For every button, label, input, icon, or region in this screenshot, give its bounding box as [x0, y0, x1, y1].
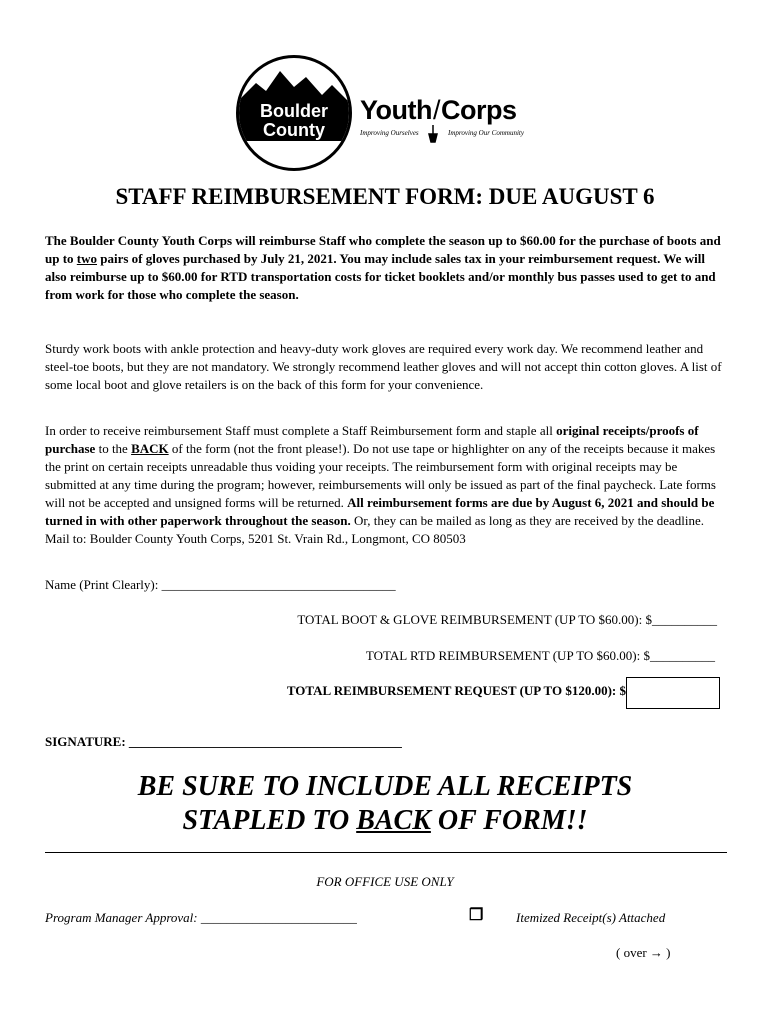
- brand-corps: Corps: [441, 95, 517, 125]
- banner-line2-c: OF FORM!!: [430, 805, 588, 836]
- banner-line2-a: STAPLED TO: [182, 805, 357, 836]
- intro-part1: The Boulder County Youth Corps will reimburse Staff who complete the season up to $60.00 for the purchase of boots and up to: [45, 233, 721, 266]
- p3-part2: to the: [95, 441, 132, 456]
- intro-paragraph: [45, 232, 725, 304]
- divider: [45, 852, 727, 853]
- request-total-label: TOTAL REIMBURSEMENT REQUEST (UP TO $120.00): $: [286, 683, 626, 698]
- tagline-right: Improving Our Community: [448, 129, 524, 137]
- p3-bold1: original receipts/proofs of purchase: [45, 423, 699, 456]
- office-use-heading: FOR OFFICE USE ONLY: [316, 874, 454, 889]
- instructions-paragraph: [45, 422, 725, 548]
- boulder-county-seal: [236, 55, 352, 171]
- p3-part4: Or, they can be mailed as long as they are received by the deadline.: [350, 513, 705, 528]
- rtd-total[interactable]: TOTAL RTD REIMBURSEMENT (UP TO $60.00): $__________: [365, 648, 715, 663]
- tagline-left: Improving Ourselves: [360, 129, 419, 137]
- seal-line2: County: [263, 120, 325, 140]
- seal-line1: Boulder: [259, 101, 328, 121]
- brand-name: Youth/Corps: [360, 95, 517, 125]
- youth-corps-logo: [236, 55, 536, 175]
- intro-part2: pairs of gloves purchased by July 21, 2021. You may include sales tax in your reimbursement request. We will also reimburse up to $60.00 for RTD transportation costs for ticket booklets and/or monthly bus passes used to get to and from work for those who complete the season.: [45, 251, 716, 302]
- brand-youth: Youth: [360, 95, 432, 125]
- manager-approval-field[interactable]: Program Manager Approval: ________________________: [45, 910, 357, 925]
- banner-line1: BE SURE TO INCLUDE ALL RECEIPTS: [137, 771, 633, 802]
- signature-field[interactable]: SIGNATURE: __________________________________________: [45, 734, 402, 749]
- receipts-banner: [0, 770, 770, 838]
- equipment-paragraph: Sturdy work boots with ankle protection and heavy-duty work gloves are required every work day. We recommend leather and steel-toe boots, but they are not mandatory. We strongly recommend leather gloves and will not accept thin cotton gloves. A list of some local boot and glove retailers is on the back of this form for your convenience.: [45, 341, 722, 392]
- mail-address: Mail to: Boulder County Youth Corps, 5201 St. Vrain Rd., Longmont, CO 80503: [45, 531, 466, 546]
- banner-line2: [0, 804, 770, 838]
- intro-emphasis: two: [76, 251, 98, 266]
- name-field[interactable]: Name (Print Clearly): ____________________________________: [45, 577, 396, 592]
- shovel-icon: [426, 125, 440, 143]
- p3-part1: In order to receive reimbursement Staff must complete a Staff Reimbursement form and staple all: [45, 423, 557, 438]
- boot-glove-total[interactable]: TOTAL BOOT & GLOVE REIMBURSEMENT (UP TO $60.00): $__________: [297, 612, 717, 627]
- over-note: ( over → ): [616, 945, 671, 960]
- receipts-attached-label: Itemized Receipt(s) Attached: [516, 910, 666, 925]
- banner-line2-b: BACK: [356, 805, 431, 836]
- p3-bold2: BACK: [131, 441, 169, 456]
- p3-bold3: All reimbursement forms are due by August 6, 2021 and should be turned in with other paperwork throughout the season.: [45, 495, 715, 528]
- request-total-box[interactable]: [626, 677, 720, 709]
- receipts-checkbox-icon[interactable]: ❒: [469, 907, 484, 924]
- p3-part3: of the form (not the front please!). Do not use tape or highlighter on any of the receipts because it makes the print on certain receipts unreadable thus voiding your receipts. The reimbursement form with original receipts may be submitted at any time during the program; however, reimbursements will only be issued as part of the final paycheck. Late forms will not be accepted and unsigned forms will be returned.: [45, 441, 716, 510]
- page-title: STAFF REIMBURSEMENT FORM: DUE AUGUST 6: [115, 184, 655, 209]
